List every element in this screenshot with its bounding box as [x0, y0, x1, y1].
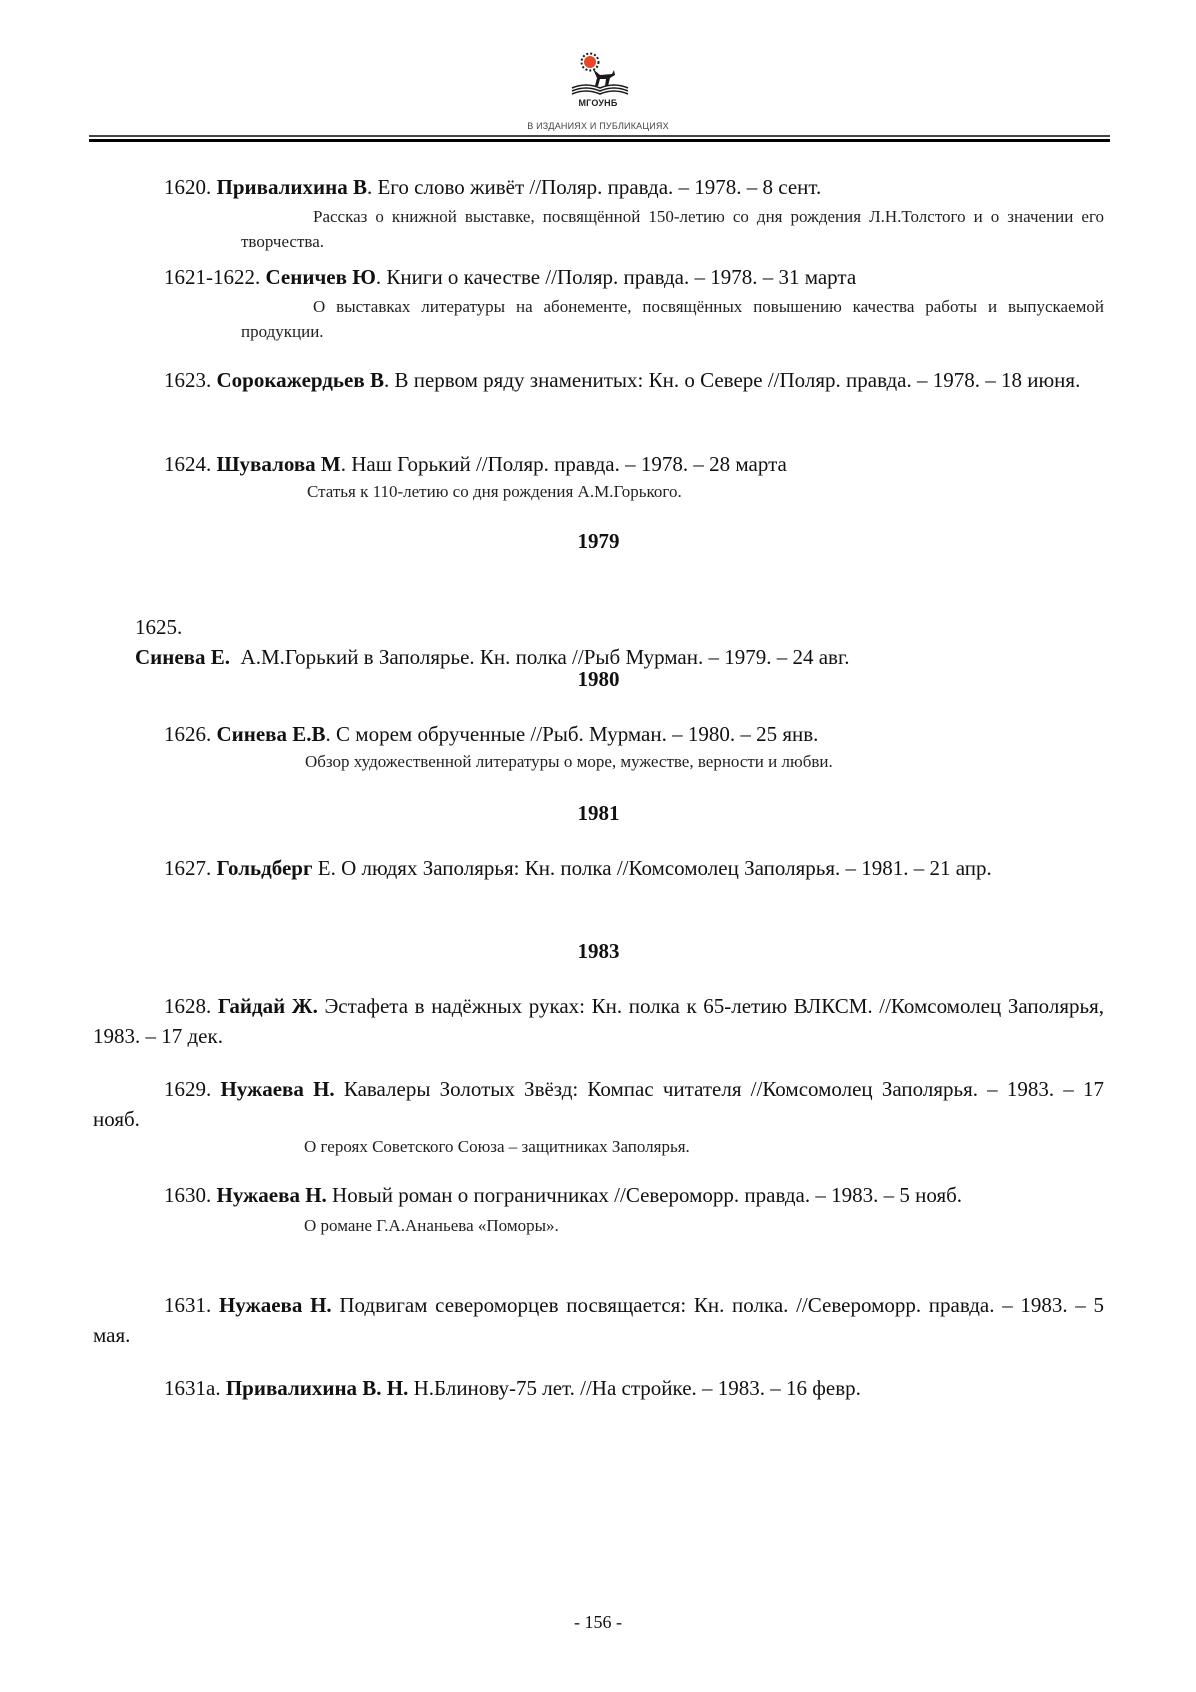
entry-1628	[93, 991, 1104, 1051]
entry-number: 1629.	[164, 1077, 212, 1101]
entry-citation: . Наш Горький //Поляр. правда. – 1978. – 28 марта	[340, 452, 787, 476]
entry-author: Привалихина В. Н.	[225, 1376, 409, 1400]
entry-citation: Н.Блинову-75 лет. //На стройке. – 1983. – 16 февр.	[408, 1376, 861, 1400]
entry-1630	[93, 1180, 1104, 1238]
library-logo-icon	[560, 48, 640, 96]
entry-citation: Кавалеры Золотых Звёзд: Компас читателя //Комсомолец Заполярья. – 1983. – 17 нояб.	[93, 1077, 1104, 1131]
header-rule-thick	[89, 139, 1110, 142]
entry-number: 1628.	[164, 994, 212, 1018]
entry-number: 1631а.	[164, 1376, 221, 1400]
entry-annotation: Рассказ о книжной выставке, посвящённой 150-летию со дня рождения Л.Н.Толстого и о значении его творчества.	[241, 207, 1104, 251]
entry-author: Гайдай Ж.	[217, 994, 318, 1018]
logo-sun	[582, 54, 599, 71]
entry-1624	[93, 449, 1104, 504]
entry-annotation: О героях Советского Союза – защитниках Заполярья.	[304, 1137, 690, 1156]
entry-citation: А.М.Горький в Заполярье. Кн. полка //Рыб Мурман. – 1979. – 24 авг.	[230, 645, 850, 669]
entry-author: Привалихина В	[216, 175, 367, 199]
entry-author: Нужаева Н.	[218, 1293, 332, 1317]
entry-annotation: О романе Г.А.Ананьева «Поморы».	[304, 1216, 559, 1235]
entry-annotation: Обзор художественной литературы о море, мужестве, верности и любви.	[305, 752, 833, 771]
entry-citation: . Его слово живёт //Поляр. правда. – 1978. – 8 сент.	[366, 175, 822, 199]
year-heading-1983: 1983	[577, 939, 620, 963]
entry-citation: Эстафета в надёжных руках: Кн. полка к 65-летию ВЛКСМ. //Комсомолец Заполярья, 1983. – 17 дек.	[93, 994, 1104, 1048]
entry-number: 1620.	[164, 175, 212, 199]
entry-citation: Подвигам североморцев посвящается: Кн. полка. //Североморр. правда. – 1983. – 5 мая.	[93, 1293, 1104, 1347]
header-subtitle: В ИЗДАНИЯХ И ПУБЛИКАЦИЯХ	[527, 121, 669, 131]
entry-author: Сорокажердьев В	[216, 368, 384, 392]
entry-citation: Новый роман о пограничниках //Североморр. правда. – 1983. – 5 нояб.	[326, 1183, 963, 1207]
year-heading-1981: 1981	[577, 801, 620, 825]
entry-number: 1625.	[135, 615, 183, 639]
entry-1627	[93, 853, 1104, 883]
entry-author: Нужаева Н.	[220, 1077, 335, 1101]
entry-number: 1626.	[164, 722, 212, 746]
entry-number: 1621-1622.	[164, 265, 261, 289]
entry-number: 1623.	[164, 368, 212, 392]
entry-1631a	[93, 1373, 1104, 1403]
entry-1623	[93, 365, 1104, 395]
logo-deer	[593, 69, 615, 86]
entry-number: 1631.	[164, 1293, 212, 1317]
logo-book	[572, 85, 628, 94]
entry-citation: Е. О людях Заполярья: Кн. полка //Комсомолец Заполярья. – 1981. – 21 апр.	[312, 856, 992, 880]
year-heading-1980: 1980	[577, 667, 620, 691]
header-rule-thin	[89, 135, 1110, 137]
entry-citation: . В первом ряду знаменитых: Кн. о Севере //Поляр. правда. – 1978. – 18 июня.	[383, 368, 1081, 392]
page-header	[0, 0, 1196, 150]
entry-1621-1622	[93, 262, 1104, 344]
entry-number: 1624.	[164, 452, 212, 476]
entry-author: Нужаева Н.	[216, 1183, 327, 1207]
org-abbreviation: МГОУНБ	[578, 98, 618, 108]
entry-author: Гольдберг	[216, 856, 313, 880]
entry-citation: . Книги о качестве //Поляр. правда. – 1978. – 31 марта	[375, 265, 857, 289]
year-heading-1979: 1979	[577, 529, 620, 553]
entry-annotation: О выставках литературы на абонементе, посвящённых повышению качества работы и выпускаемой продукции.	[241, 297, 1104, 341]
entry-1631	[93, 1290, 1104, 1350]
entry-author: Сеничев Ю	[265, 265, 376, 289]
entry-number: 1630.	[164, 1183, 212, 1207]
entry-1626	[93, 719, 1104, 774]
entry-annotation: Статья к 110-летию со дня рождения А.М.Горького.	[307, 482, 682, 501]
entry-author: Синева Е.	[135, 645, 231, 669]
entry-citation: . С морем обрученные //Рыб. Мурман. – 1980. – 25 янв.	[325, 722, 819, 746]
entry-1620	[93, 172, 1104, 254]
entry-1629	[93, 1074, 1104, 1159]
entry-author: Шувалова М	[216, 452, 341, 476]
page-number: - 156 -	[574, 1612, 622, 1632]
entry-author: Синева Е.В	[216, 722, 326, 746]
entry-number: 1627.	[164, 856, 212, 880]
